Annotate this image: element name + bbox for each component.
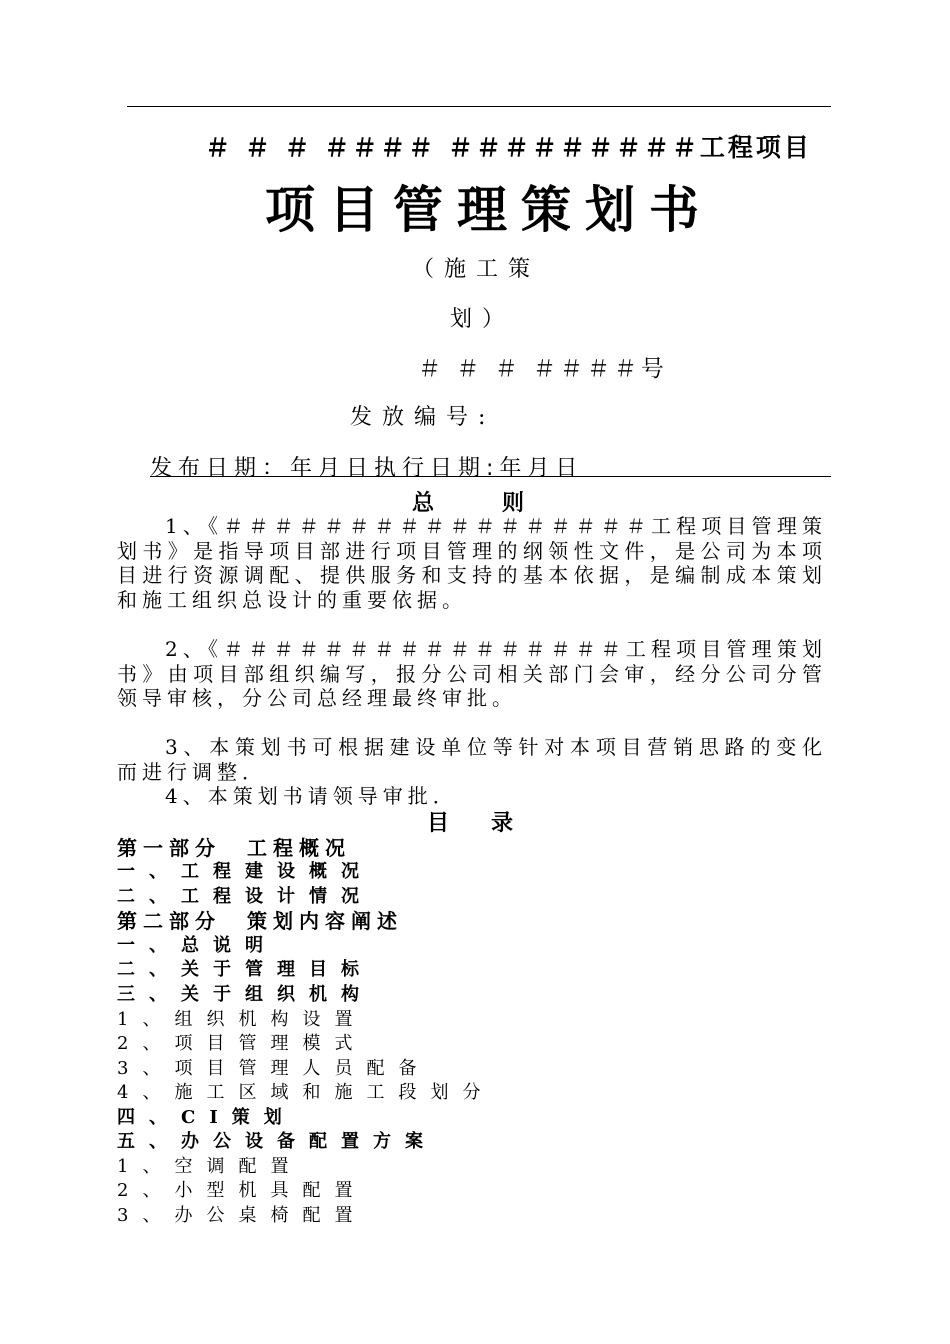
general-paragraph-1-text: 1、《＃＃＃＃＃＃＃＃＃＃＃＃＃＃＃＃＃工程项目管理策划书》是指导项目部进行项目管理的纲领性文件，是公司为本项目进行资源调配、提供服务和支持的基本依据，是编制成本策划和施工组织总设计的重要依据。 — [117, 514, 827, 612]
toc-item-part-1[interactable]: 第一部分 工程概况 — [117, 836, 351, 860]
top-rule — [127, 106, 831, 107]
toc-item[interactable]: 二、工程设计情况 — [117, 886, 373, 907]
project-line: ＃ ＃ ＃ ＃＃＃＃ ＃＃＃＃＃＃＃＃＃工程项目 — [205, 133, 812, 162]
toc-item[interactable]: 一、总说明 — [117, 935, 277, 956]
toc-item[interactable]: 2、项目管理模式 — [117, 1033, 367, 1054]
general-paragraph-4-text: 4、本策划书请领导审批． — [165, 784, 458, 808]
dates-line: 发布日期：年月日执行日期:年月日 — [150, 456, 584, 481]
document-number: ＃ ＃ ＃ ＃＃＃＃号 — [418, 356, 668, 382]
toc-heading: 目 录 — [427, 810, 524, 836]
subtitle-line-1: （施工策 — [412, 257, 541, 282]
toc-item[interactable]: 2、小型机具配置 — [117, 1180, 367, 1201]
toc-item[interactable]: 4、施工区域和施工段划分 — [117, 1082, 495, 1103]
issue-number-label: 发放编号: — [350, 405, 496, 430]
general-paragraph-3 — [117, 735, 827, 784]
toc-item[interactable]: 1、空调配置 — [117, 1156, 303, 1177]
document-title: 项目管理策划书 — [265, 180, 713, 239]
toc-item[interactable]: 1、组织机构设置 — [117, 1009, 367, 1030]
general-paragraph-1 — [117, 514, 827, 612]
subtitle-line-2: 划） — [450, 307, 515, 332]
general-paragraph-3-text: 3、本策划书可根据建设单位等针对本项目营销思路的变化而进行调整． — [117, 735, 827, 784]
general-paragraph-4 — [117, 784, 827, 809]
toc-item[interactable]: 四、CI策划 — [117, 1107, 296, 1128]
general-paragraph-2-text: 2、《＃＃＃＃＃＃＃＃＃＃＃＃＃＃＃＃工程项目管理策划书》由项目部组织编写，报分公司相关部门会审，经分公司分管领导审核，分公司总经理最终审批。 — [117, 637, 827, 711]
toc-item-part-2[interactable]: 第二部分 策划内容阐述 — [117, 909, 403, 933]
toc-item[interactable]: 三、关于组织机构 — [117, 984, 373, 1005]
toc-item[interactable]: 五、办公设备配置方案 — [117, 1131, 437, 1152]
general-paragraph-2 — [117, 637, 827, 711]
toc-item[interactable]: 3、项目管理人员配备 — [117, 1058, 431, 1079]
toc-item[interactable]: 二、关于管理目标 — [117, 959, 373, 980]
toc-item[interactable]: 一、工程建设概况 — [117, 861, 373, 882]
general-heading: 总 则 — [412, 490, 533, 516]
dates-underline — [150, 476, 831, 477]
toc-item[interactable]: 3、办公桌椅配置 — [117, 1205, 367, 1226]
